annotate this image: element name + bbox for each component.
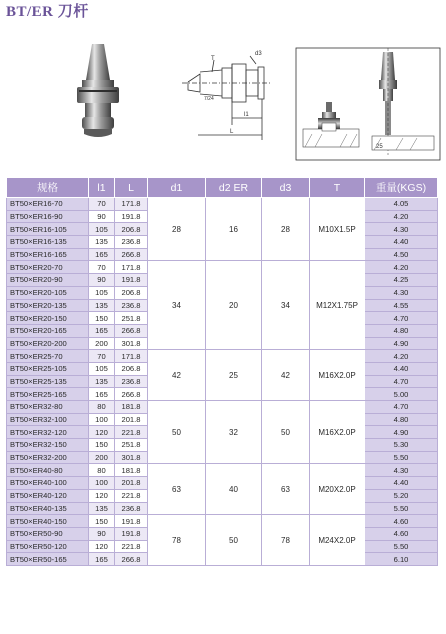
cell-model: BT50×ER40-80 (7, 464, 89, 477)
cell-model: BT50×ER40-120 (7, 489, 89, 502)
cell-d2: 40 (206, 464, 262, 515)
cell-L: 251.8 (115, 312, 148, 325)
cell-l1: 135 (89, 375, 115, 388)
cell-T: M16X2.0P (310, 401, 365, 464)
cell-weight: 4.40 (365, 362, 438, 375)
cell-L: 236.8 (115, 299, 148, 312)
cell-weight: 5.50 (365, 502, 438, 515)
cell-weight: 4.90 (365, 337, 438, 350)
cell-weight: 5.30 (365, 439, 438, 452)
cell-L: 201.8 (115, 413, 148, 426)
cell-d2: 50 (206, 515, 262, 566)
cell-L: 206.8 (115, 286, 148, 299)
header-d2: d2 ER (206, 178, 262, 198)
cell-L: 201.8 (115, 477, 148, 490)
cell-L: 206.8 (115, 362, 148, 375)
cell-model: BT50×ER16-90 (7, 210, 89, 223)
cell-l1: 105 (89, 223, 115, 236)
cell-model: BT50×ER16-165 (7, 248, 89, 261)
cell-L: 251.8 (115, 439, 148, 452)
cell-l1: 70 (89, 198, 115, 211)
cell-model: BT50×ER16-70 (7, 198, 89, 211)
cell-l1: 105 (89, 286, 115, 299)
cell-d1: 78 (148, 515, 206, 566)
cell-weight: 4.60 (365, 527, 438, 540)
cell-model: BT50×ER16-105 (7, 223, 89, 236)
cell-weight: 4.20 (365, 350, 438, 363)
cell-l1: 120 (89, 540, 115, 553)
technical-drawing (182, 56, 270, 140)
cell-l1: 135 (89, 236, 115, 249)
cell-model: BT50×ER20-135 (7, 299, 89, 312)
usage-diagram (296, 48, 440, 160)
cell-weight: 4.05 (365, 198, 438, 211)
label-d3: d3 (255, 51, 262, 57)
cell-d3: 28 (262, 198, 310, 261)
label-L: L (230, 129, 234, 135)
label-taper: 7/24 (204, 96, 214, 102)
cell-weight: 4.20 (365, 261, 438, 274)
header-l1: l1 (89, 178, 115, 198)
cell-d1: 42 (148, 350, 206, 401)
header-spec: 规格 (7, 178, 89, 198)
cell-model: BT50×ER32-120 (7, 426, 89, 439)
cell-d1: 63 (148, 464, 206, 515)
header-L: L (115, 178, 148, 198)
cell-L: 266.8 (115, 324, 148, 337)
header-d3: d3 (262, 178, 310, 198)
cell-model: BT50×ER20-70 (7, 261, 89, 274)
cell-L: 221.8 (115, 489, 148, 502)
header-T: T (310, 178, 365, 198)
cell-d3: 50 (262, 401, 310, 464)
cell-L: 181.8 (115, 464, 148, 477)
cell-L: 266.8 (115, 388, 148, 401)
cell-L: 206.8 (115, 223, 148, 236)
tool-holder-photo (77, 44, 119, 137)
cell-l1: 120 (89, 489, 115, 502)
cell-L: 171.8 (115, 350, 148, 363)
product-figures (0, 30, 446, 178)
cell-d2: 32 (206, 401, 262, 464)
cell-L: 266.8 (115, 553, 148, 566)
cell-d1: 34 (148, 261, 206, 350)
cell-weight: 4.90 (365, 426, 438, 439)
cell-T: M12X1.75P (310, 261, 365, 350)
cell-model: BT50×ER25-105 (7, 362, 89, 375)
table-row (7, 515, 438, 528)
cell-d3: 42 (262, 350, 310, 401)
cell-l1: 165 (89, 324, 115, 337)
cell-model: BT50×ER25-165 (7, 388, 89, 401)
cell-l1: 105 (89, 362, 115, 375)
cell-weight: 5.50 (365, 540, 438, 553)
cell-d1: 28 (148, 198, 206, 261)
cell-model: BT50×ER16-135 (7, 236, 89, 249)
cell-weight: 5.20 (365, 489, 438, 502)
label-side: 25 (376, 144, 383, 150)
cell-T: M10X1.5P (310, 198, 365, 261)
table-row (7, 261, 438, 274)
cell-T: M20X2.0P (310, 464, 365, 515)
cell-l1: 135 (89, 299, 115, 312)
cell-L: 236.8 (115, 502, 148, 515)
cell-model: BT50×ER20-200 (7, 337, 89, 350)
cell-l1: 165 (89, 388, 115, 401)
cell-weight: 4.40 (365, 236, 438, 249)
cell-model: BT50×ER40-100 (7, 477, 89, 490)
cell-d1: 50 (148, 401, 206, 464)
cell-T: M24X2.0P (310, 515, 365, 566)
cell-model: BT50×ER50-90 (7, 527, 89, 540)
cell-L: 266.8 (115, 248, 148, 261)
table-row (7, 464, 438, 477)
cell-weight: 4.70 (365, 375, 438, 388)
cell-weight: 4.30 (365, 286, 438, 299)
cell-L: 221.8 (115, 540, 148, 553)
cell-L: 171.8 (115, 261, 148, 274)
header-d1: d1 (148, 178, 206, 198)
cell-L: 301.8 (115, 451, 148, 464)
cell-model: BT50×ER25-135 (7, 375, 89, 388)
cell-l1: 100 (89, 477, 115, 490)
cell-l1: 100 (89, 413, 115, 426)
cell-l1: 165 (89, 248, 115, 261)
label-T: T (211, 56, 215, 62)
cell-weight: 4.70 (365, 312, 438, 325)
cell-weight: 4.70 (365, 401, 438, 414)
cell-weight: 4.80 (365, 413, 438, 426)
cell-l1: 80 (89, 401, 115, 414)
cell-model: BT50×ER50-165 (7, 553, 89, 566)
cell-weight: 6.10 (365, 553, 438, 566)
cell-model: BT50×ER32-100 (7, 413, 89, 426)
cell-L: 181.8 (115, 401, 148, 414)
cell-L: 236.8 (115, 236, 148, 249)
cell-L: 171.8 (115, 198, 148, 211)
cell-L: 301.8 (115, 337, 148, 350)
cell-l1: 165 (89, 553, 115, 566)
table-row (7, 350, 438, 363)
cell-model: BT50×ER20-150 (7, 312, 89, 325)
cell-l1: 150 (89, 439, 115, 452)
cell-l1: 90 (89, 210, 115, 223)
table-body (7, 198, 438, 566)
cell-d2: 25 (206, 350, 262, 401)
cell-model: BT50×ER32-80 (7, 401, 89, 414)
table-row (7, 198, 438, 211)
cell-d3: 63 (262, 464, 310, 515)
cell-l1: 70 (89, 261, 115, 274)
cell-model: BT50×ER20-105 (7, 286, 89, 299)
cell-model: BT50×ER20-90 (7, 274, 89, 287)
cell-model: BT50×ER20-165 (7, 324, 89, 337)
cell-d3: 34 (262, 261, 310, 350)
cell-weight: 5.00 (365, 388, 438, 401)
page-title: BT/ER 刀杆 (6, 4, 89, 20)
cell-weight: 4.30 (365, 464, 438, 477)
cell-weight: 4.30 (365, 223, 438, 236)
cell-weight: 4.60 (365, 515, 438, 528)
cell-L: 236.8 (115, 375, 148, 388)
cell-l1: 150 (89, 515, 115, 528)
cell-L: 191.8 (115, 527, 148, 540)
cell-weight: 4.20 (365, 210, 438, 223)
cell-l1: 120 (89, 426, 115, 439)
cell-l1: 90 (89, 527, 115, 540)
cell-model: BT50×ER40-150 (7, 515, 89, 528)
cell-d2: 16 (206, 198, 262, 261)
cell-T: M16X2.0P (310, 350, 365, 401)
cell-model: BT50×ER32-200 (7, 451, 89, 464)
spec-table (6, 177, 438, 566)
cell-l1: 200 (89, 337, 115, 350)
cell-l1: 90 (89, 274, 115, 287)
cell-model: BT50×ER50-120 (7, 540, 89, 553)
cell-weight: 5.50 (365, 451, 438, 464)
cell-L: 191.8 (115, 515, 148, 528)
cell-l1: 135 (89, 502, 115, 515)
cell-model: BT50×ER32-150 (7, 439, 89, 452)
cell-l1: 150 (89, 312, 115, 325)
cell-l1: 70 (89, 350, 115, 363)
header-weight: 重量(KGS) (365, 178, 438, 198)
cell-weight: 4.40 (365, 477, 438, 490)
cell-d3: 78 (262, 515, 310, 566)
cell-l1: 80 (89, 464, 115, 477)
label-l1: l1 (244, 112, 249, 118)
cell-l1: 200 (89, 451, 115, 464)
table-row (7, 401, 438, 414)
cell-L: 221.8 (115, 426, 148, 439)
cell-model: BT50×ER25-70 (7, 350, 89, 363)
cell-d2: 20 (206, 261, 262, 350)
cell-weight: 4.50 (365, 248, 438, 261)
cell-weight: 4.25 (365, 274, 438, 287)
cell-weight: 4.55 (365, 299, 438, 312)
cell-weight: 4.80 (365, 324, 438, 337)
cell-L: 191.8 (115, 274, 148, 287)
cell-L: 191.8 (115, 210, 148, 223)
table-header-row (7, 178, 438, 198)
cell-model: BT50×ER40-135 (7, 502, 89, 515)
